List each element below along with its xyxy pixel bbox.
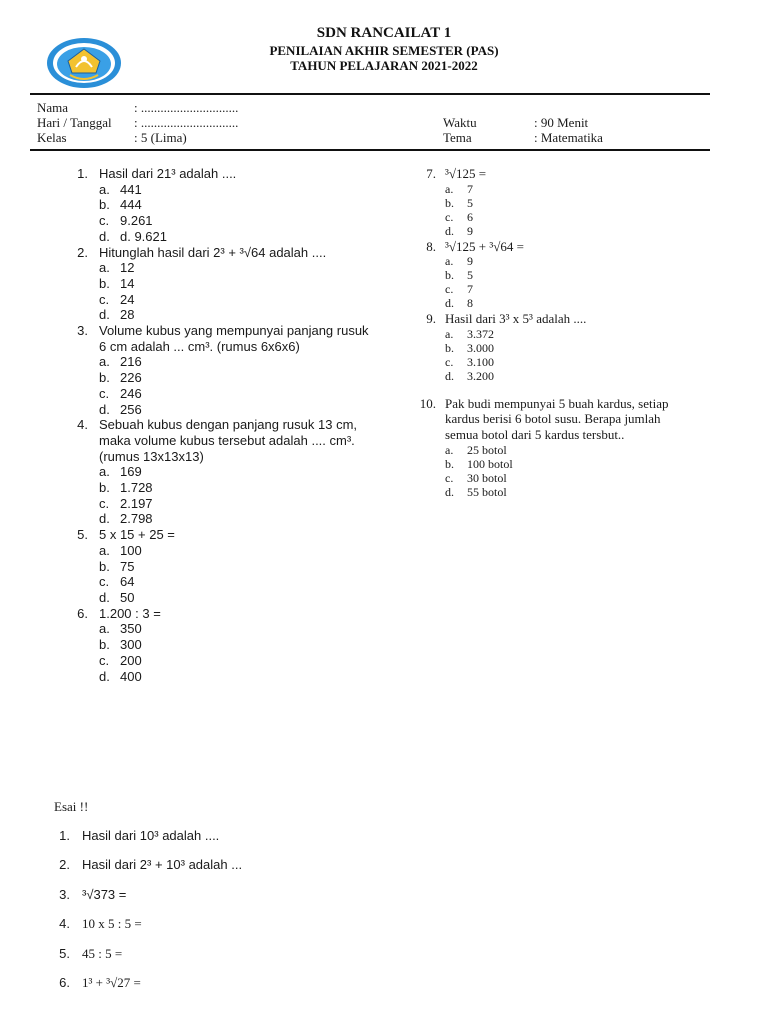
waktu-label: Waktu (443, 115, 477, 130)
option-letter: c. (99, 213, 110, 229)
answer-option (62, 496, 402, 512)
option-letter: a. (445, 326, 454, 341)
option-letter: d. (445, 484, 454, 499)
essay-number: 5. (59, 945, 70, 961)
option-text: 1.728 (120, 480, 153, 496)
option-letter: c. (99, 385, 110, 401)
option-text: 3.372 (467, 326, 494, 341)
answer-option (405, 457, 735, 471)
option-letter: c. (99, 574, 110, 590)
question-7 (405, 166, 735, 238)
question-text: Hasil dari 3³ x 5³ adalah .... (445, 311, 587, 327)
option-letter: c. (445, 470, 454, 485)
option-letter: d. (445, 368, 454, 383)
kelas-value: : 5 (Lima) (134, 130, 187, 145)
essay-text: Hasil dari 10³ adalah .... (82, 828, 220, 843)
option-letter: d. (99, 511, 110, 527)
essay-text: ³√373 = (82, 886, 127, 902)
answer-option (62, 637, 402, 653)
question-number: 1. (77, 166, 88, 181)
answer-option (62, 260, 402, 276)
option-letter: d. (445, 223, 454, 238)
option-text: 12 (120, 260, 135, 276)
option-letter: d. (99, 401, 110, 417)
question-text: 6 cm adalah ... cm³. (rumus 6x6x6) (99, 338, 300, 354)
option-text: 24 (120, 291, 135, 307)
option-text: 64 (120, 574, 135, 590)
tema-label: Tema (443, 130, 472, 145)
question-2 (62, 245, 402, 324)
answer-option (62, 543, 402, 559)
answer-option (62, 464, 402, 480)
option-letter: c. (445, 354, 454, 369)
option-text: 400 (120, 668, 142, 684)
option-text: 100 botol (467, 456, 513, 471)
question-text: kardus berisi 6 botol susu. Berapa jumlah (445, 411, 661, 427)
option-letter: a. (99, 354, 110, 370)
answer-option (405, 369, 735, 383)
option-text: 50 (120, 589, 135, 605)
question-number: 5. (77, 527, 88, 543)
option-text: 9.261 (120, 213, 153, 229)
answer-option (62, 590, 402, 606)
option-letter: a. (445, 442, 454, 457)
option-letter: c. (99, 495, 110, 511)
essay-text: 10 x 5 : 5 = (82, 916, 142, 932)
answer-option (405, 282, 735, 296)
answer-option (405, 224, 735, 238)
question-6 (62, 606, 402, 685)
essay-title: Esai !! (54, 799, 89, 814)
answer-option (62, 370, 402, 386)
answer-option (62, 386, 402, 402)
answer-option (62, 276, 402, 292)
answer-option (62, 402, 402, 418)
answer-option (62, 307, 402, 323)
multiple-choice-right (405, 166, 735, 499)
answer-option (62, 229, 402, 245)
option-letter: a. (445, 181, 454, 196)
option-letter: a. (99, 621, 110, 637)
answer-option (62, 511, 402, 527)
question-1 (62, 166, 402, 245)
option-letter: c. (99, 652, 110, 668)
question-number: 10. (419, 395, 436, 411)
answer-option (405, 268, 735, 282)
answer-option (405, 254, 735, 268)
option-text: 2.197 (120, 495, 153, 511)
question-text: (rumus 13x13x13) (99, 448, 204, 464)
option-text: 25 botol (467, 442, 507, 457)
option-letter: c. (445, 282, 454, 297)
essay-number: 1. (59, 828, 70, 843)
option-letter: b. (99, 275, 110, 291)
answer-option (405, 196, 735, 210)
tema-value: : Matematika (534, 130, 603, 145)
answer-option (62, 480, 402, 496)
essay-number: 4. (59, 916, 70, 932)
info-divider (30, 149, 710, 151)
answer-option (62, 197, 402, 213)
option-letter: d. (99, 668, 110, 684)
option-text: 3.100 (467, 354, 494, 369)
academic-year: TAHUN PELAJARAN 2021-2022 (290, 58, 478, 73)
question-text: semua botol dari 5 kardus tersbut.. (445, 426, 625, 442)
option-letter: b. (99, 197, 110, 213)
option-text: 169 (120, 464, 142, 480)
option-text: 200 (120, 652, 142, 668)
question-4 (62, 417, 402, 527)
answer-option (62, 213, 402, 229)
answer-option (405, 296, 735, 310)
option-letter: c. (99, 291, 110, 307)
option-letter: a. (99, 260, 110, 276)
option-text: 55 botol (467, 484, 507, 499)
option-text: 300 (120, 637, 142, 653)
question-number: 7. (426, 166, 436, 181)
option-text: 246 (120, 385, 142, 401)
option-text: 256 (120, 401, 142, 417)
option-letter: c. (445, 209, 454, 224)
multiple-choice-left (62, 166, 402, 684)
option-letter: b. (445, 456, 454, 471)
hari-label: Hari / Tanggal (37, 115, 112, 130)
answer-option (405, 355, 735, 369)
nama-field: : .............................. (134, 100, 239, 115)
question-number: 2. (77, 244, 88, 260)
question-number: 6. (77, 605, 88, 621)
option-letter: b. (445, 340, 454, 355)
waktu-value: : 90 Menit (534, 115, 589, 130)
option-text: 28 (120, 307, 135, 323)
answer-option (62, 621, 402, 637)
question-text: 1.200 : 3 = (99, 605, 161, 621)
option-letter: d. (99, 589, 110, 605)
essay-number: 2. (59, 857, 70, 873)
option-text: 444 (120, 197, 142, 213)
option-text: 5 (467, 195, 473, 210)
option-text: 2.798 (120, 511, 153, 527)
answer-option (62, 559, 402, 575)
exam-title: PENILAIAN AKHIR SEMESTER (PAS) (269, 43, 499, 58)
question-text: ³√125 = (445, 166, 487, 181)
option-text: d. 9.621 (120, 228, 167, 244)
option-letter: b. (99, 480, 110, 496)
option-letter: b. (99, 370, 110, 386)
option-text: 9 (467, 254, 473, 269)
option-letter: b. (445, 268, 454, 283)
question-number: 9. (426, 311, 436, 327)
option-letter: a. (99, 542, 110, 558)
school-name: SDN RANCAILAT 1 (316, 25, 452, 41)
answer-option (62, 574, 402, 590)
answer-option (62, 669, 402, 685)
question-text: 5 x 15 + 25 = (99, 527, 175, 543)
essay-text: 45 : 5 = (82, 945, 123, 961)
option-text: 30 botol (467, 470, 507, 485)
answer-option (62, 182, 402, 198)
option-text: 216 (120, 354, 142, 370)
header-divider (30, 93, 710, 95)
option-letter: d. (99, 307, 110, 323)
question-number: 8. (426, 238, 436, 254)
option-letter: b. (99, 558, 110, 574)
option-text: 75 (120, 558, 135, 574)
option-text: 5 (467, 268, 473, 283)
option-text: 3.200 (467, 368, 494, 383)
option-text: 7 (467, 181, 473, 196)
answer-option (405, 485, 735, 499)
question-text: maka volume kubus tersebut adalah .... cm³. (99, 432, 355, 448)
option-text: 8 (467, 296, 473, 311)
option-letter: a. (99, 181, 110, 197)
question-text: Sebuah kubus dengan panjang rusuk 13 cm, (99, 417, 358, 433)
kelas-label: Kelas (37, 130, 67, 145)
option-text: 441 (120, 181, 142, 197)
option-letter: a. (99, 464, 110, 480)
option-text: 350 (120, 621, 142, 637)
question-text: Hitunglah hasil dari 2³ + ³√64 adalah .... (99, 244, 327, 260)
question-3 (62, 323, 402, 417)
question-8 (405, 239, 735, 311)
answer-option (405, 443, 735, 457)
option-letter: d. (445, 296, 454, 311)
question-9 (405, 311, 735, 383)
question-number: 3. (77, 323, 88, 339)
answer-option (62, 292, 402, 308)
option-text: 6 (467, 209, 473, 224)
question-text: ³√125 + ³√64 = (445, 238, 524, 254)
option-text: 226 (120, 370, 142, 386)
question-5 (62, 527, 402, 606)
nama-label: Nama (37, 100, 69, 115)
answer-option (405, 341, 735, 355)
answer-option (405, 327, 735, 341)
question-text: Pak budi mempunyai 5 buah kardus, setiap (445, 395, 669, 411)
question-10 (405, 396, 735, 499)
answer-option (405, 210, 735, 224)
essay-text: Hasil dari 2³ + 10³ adalah ... (82, 857, 243, 873)
answer-option (62, 653, 402, 669)
option-letter: d. (99, 228, 110, 244)
option-letter: a. (445, 254, 454, 269)
option-text: 14 (120, 275, 135, 291)
answer-option (405, 182, 735, 196)
hari-field: : .............................. (134, 115, 239, 130)
answer-option (62, 354, 402, 370)
question-text: Volume kubus yang mempunyai panjang rusuk (99, 323, 369, 339)
question-text: Hasil dari 21³ adalah .... (99, 166, 237, 181)
option-text: 7 (467, 282, 473, 297)
essay-text: 1³ + ³√27 = (82, 975, 141, 990)
answer-option (405, 471, 735, 485)
option-letter: b. (445, 195, 454, 210)
essay-number: 3. (59, 886, 70, 902)
option-text: 100 (120, 542, 142, 558)
option-text: 9 (467, 223, 473, 238)
essay-number: 6. (59, 975, 70, 990)
option-letter: b. (99, 637, 110, 653)
question-number: 4. (77, 417, 88, 433)
option-text: 3.000 (467, 340, 494, 355)
